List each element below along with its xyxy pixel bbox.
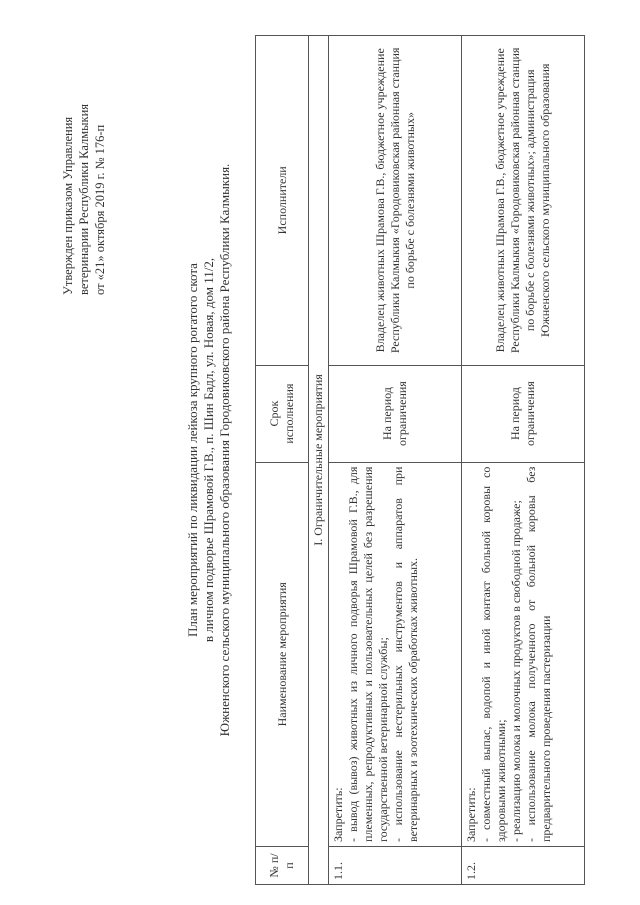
approval-line-1: Утвержден приказом Управления (61, 116, 75, 295)
document-title (185, 35, 233, 865)
measure-intro: Запретить: (331, 787, 345, 843)
measure-term: На период ограничения (462, 365, 585, 462)
measure-description (462, 462, 585, 846)
title-line-1: План мероприятий по ликвидации лейкоза крупного рогатого скота (185, 263, 200, 637)
measures-table (255, 35, 585, 885)
measure-item: - использование нестерильных инструментов и аппаратов при ветеринарных и зоотехнических обработках животных. (391, 466, 420, 843)
section-heading-row (309, 36, 329, 885)
header-executors: Исполнители (256, 36, 309, 366)
row-number: 1.1. (329, 847, 462, 885)
table-row (329, 36, 462, 885)
measure-executors: Владелец животных Шрамова Г.В., бюджетное учреждение Республики Калмыкия «Городовиковская районная станция по борьбе с болезнями животных»; администрация Южненского сельского муниципального образования (462, 36, 585, 366)
title-line-2: в личном подворье Шрамовой Г.В., п. Шин Бадл, ул. Новая, дом 11/2, (201, 257, 216, 643)
header-measure-name: Наименование мероприятия (256, 462, 309, 846)
measure-item: - вывод (вывоз) животных из личного подворья Шрамовой Г.В., для племенных, репродуктивных и пользовательных целей без разрешения государственной ветеринарной службы; (346, 466, 390, 843)
title-line-3: Южненского сельского муниципального образования Городовиковского района Республики Калмыкия. (217, 163, 232, 737)
measure-executors: Владелец животных Шрамова Г.В., бюджетное учреждение Республики Калмыкия «Городовиковская районная станция по борьбе с болезнями животных» (329, 36, 462, 366)
header-number: № п/п (256, 847, 309, 885)
measure-intro: Запретить: (464, 787, 478, 843)
measure-term: На период ограничения (329, 365, 462, 462)
measure-item: - использование молока полученного от больной коровы без предварительного проведения пастеризации (524, 466, 553, 843)
section-heading: I. Ограничительные мероприятия (309, 36, 329, 885)
approval-line-2: ветеринарии Республики Калмыкия (77, 103, 91, 295)
measure-item: - реализацию молока и молочных продуктов в свободной продаже; (509, 500, 523, 843)
approval-line-3: от «21» октября 2019 г. № 176-п (93, 124, 107, 295)
table-row (462, 36, 585, 885)
measure-description (329, 462, 462, 846)
row-number: 1.2. (462, 847, 585, 885)
table-header-row (256, 36, 309, 885)
approval-stamp-text (60, 50, 108, 295)
header-term: Срок исполнения (256, 365, 309, 462)
measure-item: - совместный выпас, водопой и иной контакт больной коровы со здоровыми животными; (479, 466, 508, 843)
